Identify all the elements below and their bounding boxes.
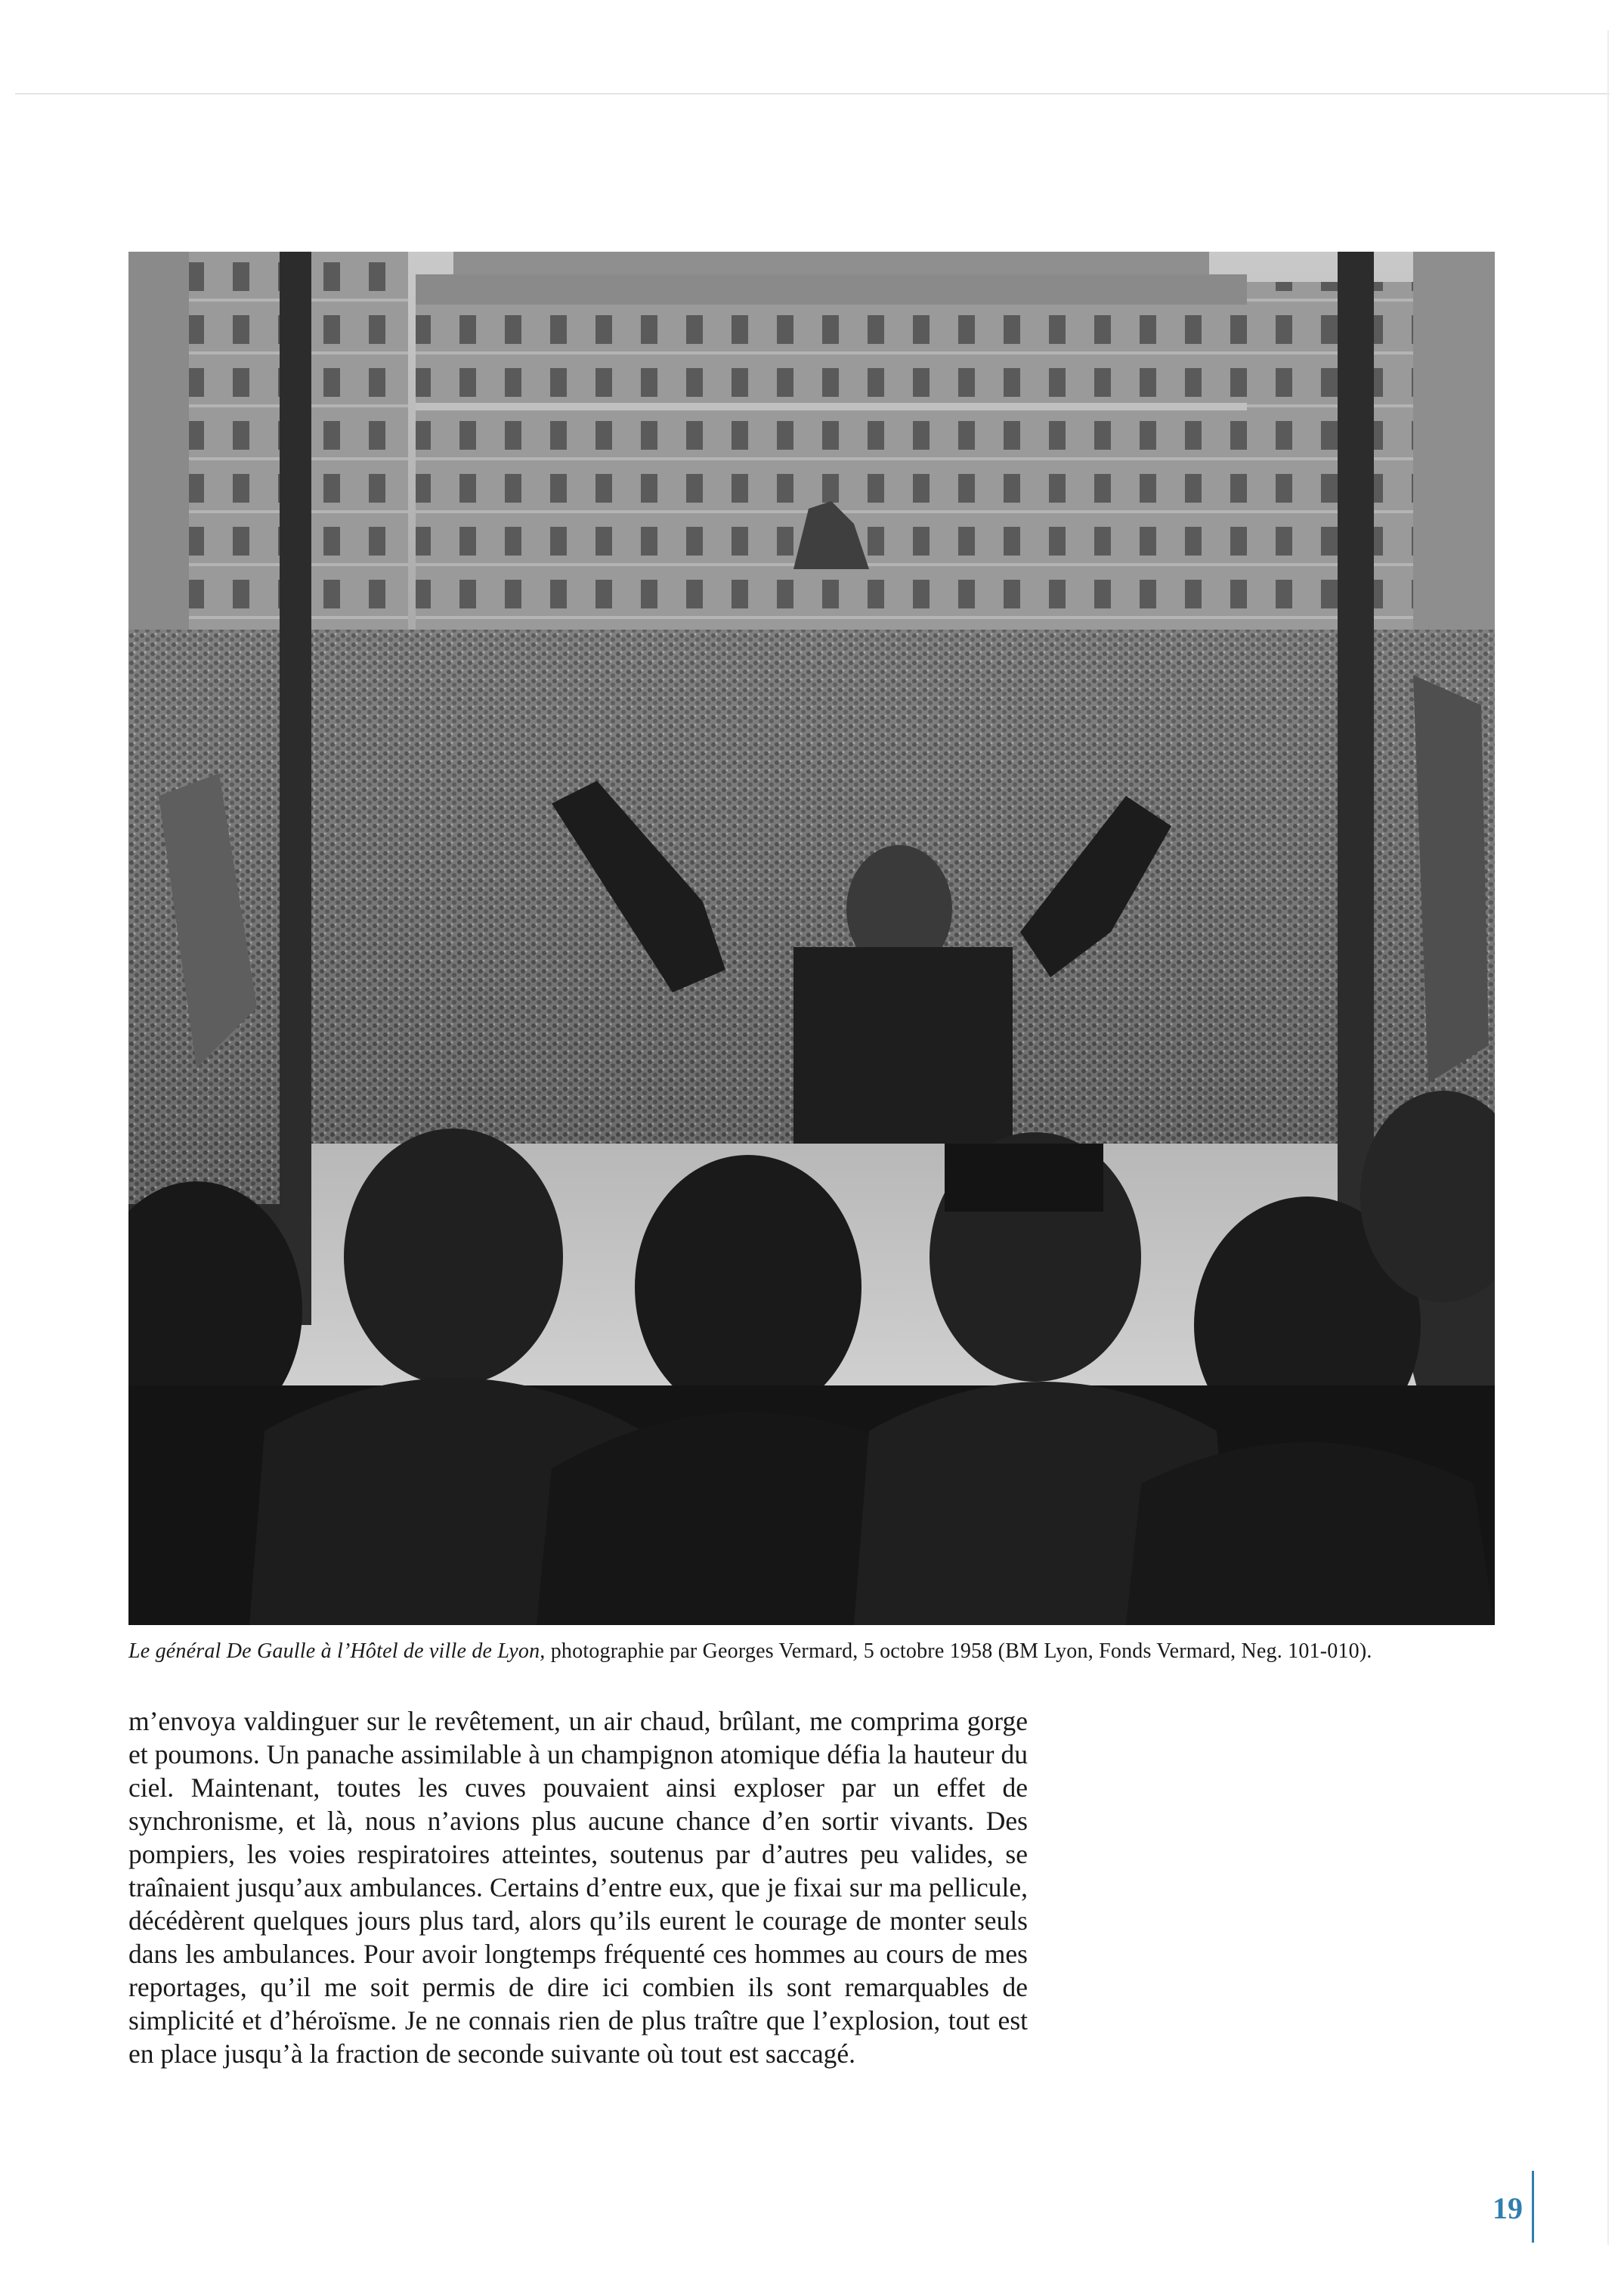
- photo-caption: [128, 1636, 1495, 1667]
- page-number: 19: [1493, 2191, 1523, 2225]
- scan-right-edge: [1607, 30, 1609, 2245]
- page-number-rule: [1532, 2171, 1534, 2243]
- photograph-image: [128, 252, 1495, 1625]
- caption-title: Le général De Gaulle à l’Hôtel de ville de Lyon,: [128, 1639, 546, 1663]
- scan-top-rule: [15, 93, 1610, 94]
- caption-credit: photographie par Georges Vermard, 5 octobre 1958 (BM Lyon, Fonds Vermard, Neg. 101-010).: [545, 1639, 1372, 1663]
- photograph: [128, 252, 1495, 1625]
- body-paragraph: m’envoya valdinguer sur le revêtement, un air chaud, brûlant, me comprima gorge et poumons. Un panache assimilable à un champignon atomique défia la hauteur du ciel. Maintenant, toutes les cuves pouvaient ainsi exploser par un effet de synchronisme, et là, nous n’avions plus aucune chance d’en sortir vivants. Des pompiers, les voies respiratoires atteintes, soutenus par d’autres peu valides, se traînaient jusqu’aux ambulances. Certains d’entre eux, que je fixai sur ma pellicule, décédèrent quelques jours plus tard, alors qu’ils eurent le courage de monter seuls dans les ambulances. Pour avoir longtemps fréquenté ces hommes au cours de mes reportages, qu’il me soit permis de dire ici combien ils sont remarquables de simplicité et d’héroïsme. Je ne connais rien de plus traître que l’explosion, tout est en place jusqu’à la fraction de seconde suivante où tout est saccagé.: [128, 1706, 1028, 2069]
